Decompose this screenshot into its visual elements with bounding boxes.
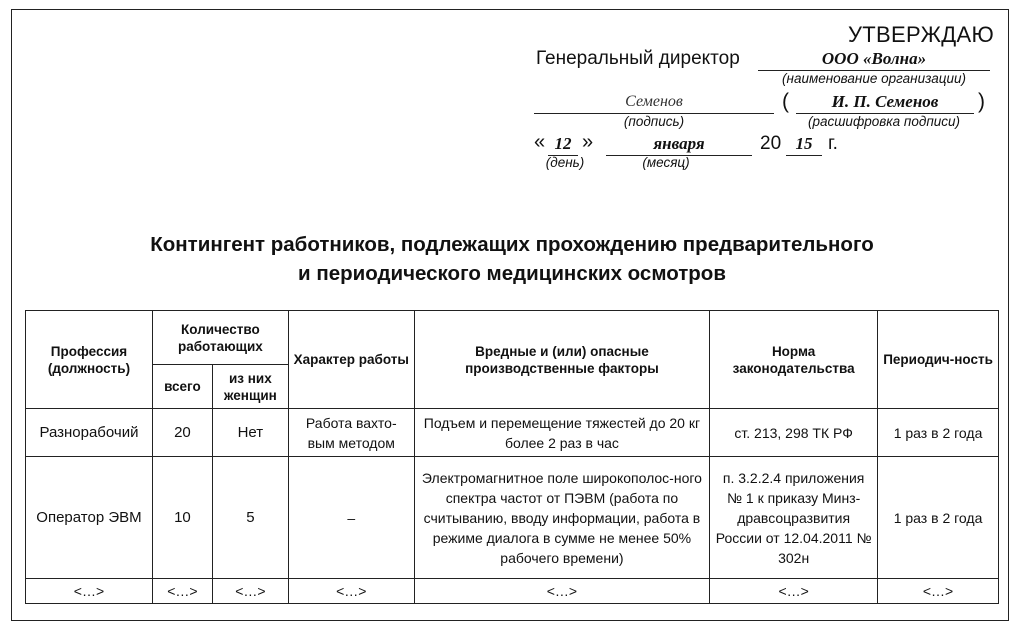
date-day: 12 — [548, 133, 578, 156]
contingent-table — [25, 310, 999, 604]
cell-law: <…> — [710, 579, 878, 604]
organization-caption: (наименование организации) — [782, 71, 966, 86]
table-row — [26, 579, 999, 604]
cell-total: 20 — [152, 409, 212, 457]
table-row — [26, 409, 999, 457]
paren-open: ( — [782, 90, 789, 113]
header-total: всего — [152, 365, 212, 409]
header-factors: Вредные и (или) опасные производственные факторы — [414, 311, 710, 409]
cell-factors: Электромагнитное поле широкополос-ного спектра частот от ПЭВМ (работа по считыванию, вводу информации, работа в режиме диалога в сумме не менее 50% рабочего времени) — [414, 457, 710, 579]
cell-law: ст. 213, 298 ТК РФ — [710, 409, 878, 457]
signer-caption: (расшифровка подписи) — [807, 114, 961, 129]
cell-work-type: Работа вахто-вым методом — [288, 409, 414, 457]
header-profession: Профессия (должность) — [26, 311, 153, 409]
cell-work-type: <…> — [288, 579, 414, 604]
year-unit: г. — [828, 133, 838, 154]
title-line-2: и периодического медицинских осмотров — [298, 262, 726, 285]
cell-period: 1 раз в 2 года — [878, 457, 999, 579]
title-line-1: Контингент работников, подлежащих прохождению предварительного — [150, 233, 874, 256]
day-caption: (день) — [545, 155, 585, 170]
cell-women: 5 — [212, 457, 288, 579]
cell-total: 10 — [152, 457, 212, 579]
table-row — [26, 457, 999, 579]
director-position: Генеральный директор — [536, 48, 740, 69]
approve-heading: УТВЕРЖДАЮ — [847, 22, 994, 47]
year-prefix: 20 — [760, 133, 782, 154]
signature-caption: (подпись) — [623, 114, 685, 129]
quote-open: « — [534, 131, 546, 153]
date-month: января — [606, 133, 752, 156]
cell-work-type: – — [288, 457, 414, 579]
cell-total: <…> — [152, 579, 212, 604]
header-work-type: Характер работы — [288, 311, 414, 409]
cell-law: п. 3.2.2.4 приложения № 1 к приказу Минз-дравсоцразвития России от 12.04.2011 № 302н — [710, 457, 878, 579]
cell-period: 1 раз в 2 года — [878, 409, 999, 457]
document-title — [0, 230, 1024, 288]
cell-women: Нет — [212, 409, 288, 457]
organization-name: ООО «Волна» — [758, 48, 990, 71]
cell-factors: <…> — [414, 579, 710, 604]
cell-factors: Подъем и перемещение тяжестей до 20 кг более 2 раз в час — [414, 409, 710, 457]
signer-name: И. П. Семенов — [796, 91, 974, 114]
header-count: Количество работающих — [152, 311, 288, 365]
cell-profession: <…> — [26, 579, 153, 604]
cell-profession: Оператор ЭВМ — [26, 457, 153, 579]
month-caption: (месяц) — [642, 155, 690, 170]
quote-close: » — [582, 131, 594, 153]
paren-close: ) — [978, 90, 985, 113]
header-period: Периодич-ность — [878, 311, 999, 409]
date-year: 15 — [786, 133, 822, 156]
cell-women: <…> — [212, 579, 288, 604]
signature-handwritten: Семенов — [534, 91, 774, 114]
cell-profession: Разнорабочий — [26, 409, 153, 457]
header-law: Норма законодательства — [710, 311, 878, 409]
header-women: из них женщин — [212, 365, 288, 409]
cell-period: <…> — [878, 579, 999, 604]
